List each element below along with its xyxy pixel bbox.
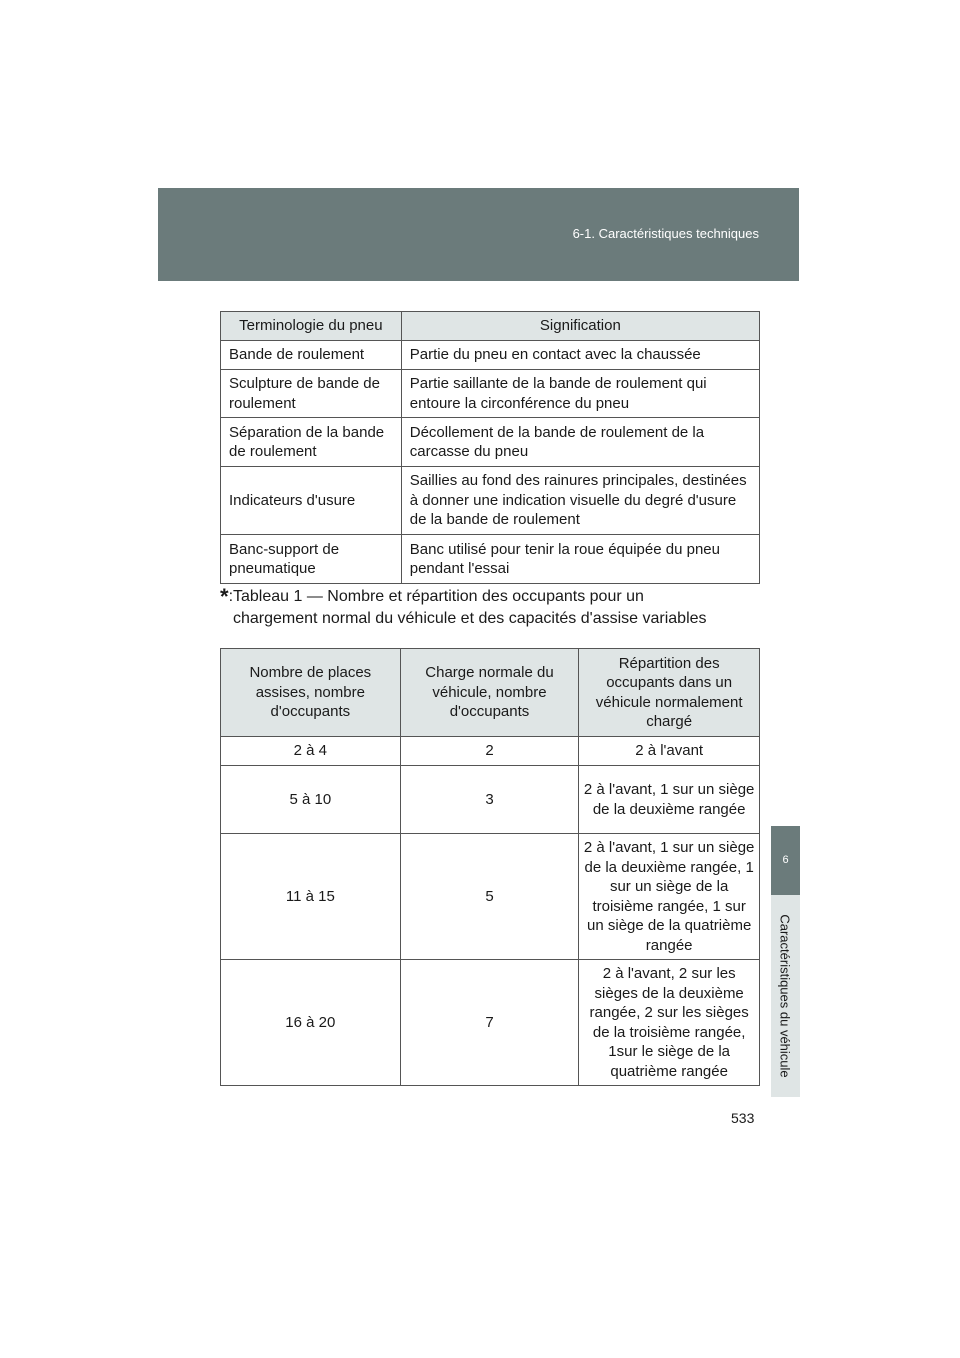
distribution-cell: 2 à l'avant, 2 sur les sièges de la deuxième rangée, 2 sur les sièges de la troisième rangée, 1sur le siège de la quatrième rangée xyxy=(579,960,760,1086)
term-cell: Séparation de la bande de roulement xyxy=(221,418,402,467)
table-row xyxy=(221,960,760,1086)
section-title: 6-1. Caractéristiques techniques xyxy=(572,226,759,241)
column-header-term: Terminologie du pneu xyxy=(221,312,402,341)
table-row xyxy=(221,418,760,467)
column-header-seating: Nombre de places assises, nombre d'occupants xyxy=(221,649,401,737)
footnote-line-2: chargement normal du véhicule et des capacités d'assise variables xyxy=(233,610,707,627)
meaning-cell: Banc utilisé pour tenir la roue équipée du pneu pendant l'essai xyxy=(401,535,759,584)
meaning-cell: Décollement de la bande de roulement de la carcasse du pneu xyxy=(401,418,759,467)
distribution-cell: 2 à l'avant xyxy=(579,737,760,766)
table-row xyxy=(221,834,760,960)
chapter-tab xyxy=(771,826,800,895)
footnote-marker: * xyxy=(220,584,229,609)
meaning-cell: Partie saillante de la bande de roulement qui entoure la circonférence du pneu xyxy=(401,370,759,418)
seating-cell: 2 à 4 xyxy=(221,737,401,766)
header-band xyxy=(158,188,799,281)
load-cell: 7 xyxy=(400,960,579,1086)
load-cell: 3 xyxy=(400,766,579,834)
term-cell: Banc-support de pneumatique xyxy=(221,535,402,584)
table-header-row xyxy=(221,312,760,341)
chapter-number: 6 xyxy=(782,854,789,866)
distribution-cell: 2 à l'avant, 1 sur un siège de la deuxième rangée, 1 sur un siège de la troisième rangée, 1 sur un siège de la quatrième rangée xyxy=(579,834,760,960)
distribution-cell: 2 à l'avant, 1 sur un siège de la deuxième rangée xyxy=(579,766,760,834)
meaning-cell: Saillies au fond des rainures principales, destinées à donner une indication visuelle du degré d'usure de la bande de roulement xyxy=(401,467,759,535)
footnote-line-1: :Tableau 1 — Nombre et répartition des occupants pour un xyxy=(228,588,644,605)
table-row xyxy=(221,766,760,834)
table-row xyxy=(221,535,760,584)
table-row xyxy=(221,370,760,418)
chapter-title: Caractéristiques du véhicule xyxy=(777,914,793,1078)
occupant-distribution-table xyxy=(220,648,760,1086)
column-header-normal-load: Charge normale du véhicule, nombre d'occupants xyxy=(400,649,579,737)
seating-cell: 5 à 10 xyxy=(221,766,401,834)
load-cell: 5 xyxy=(400,834,579,960)
column-header-distribution: Répartition des occupants dans un véhicule normalement chargé xyxy=(579,649,760,737)
seating-cell: 11 à 15 xyxy=(221,834,401,960)
table-row xyxy=(221,737,760,766)
term-cell: Bande de roulement xyxy=(221,341,402,370)
tire-terminology-table xyxy=(220,311,760,584)
meaning-cell: Partie du pneu en contact avec la chaussée xyxy=(401,341,759,370)
term-cell: Indicateurs d'usure xyxy=(221,467,402,535)
page-number: 533 xyxy=(731,1110,755,1126)
chapter-title-tab xyxy=(771,895,800,1097)
table-row xyxy=(221,467,760,535)
footnote xyxy=(220,586,756,630)
seating-cell: 16 à 20 xyxy=(221,960,401,1086)
term-cell: Sculpture de bande de roulement xyxy=(221,370,402,418)
table-row xyxy=(221,341,760,370)
table-header-row xyxy=(221,649,760,737)
load-cell: 2 xyxy=(400,737,579,766)
column-header-meaning: Signification xyxy=(401,312,759,341)
